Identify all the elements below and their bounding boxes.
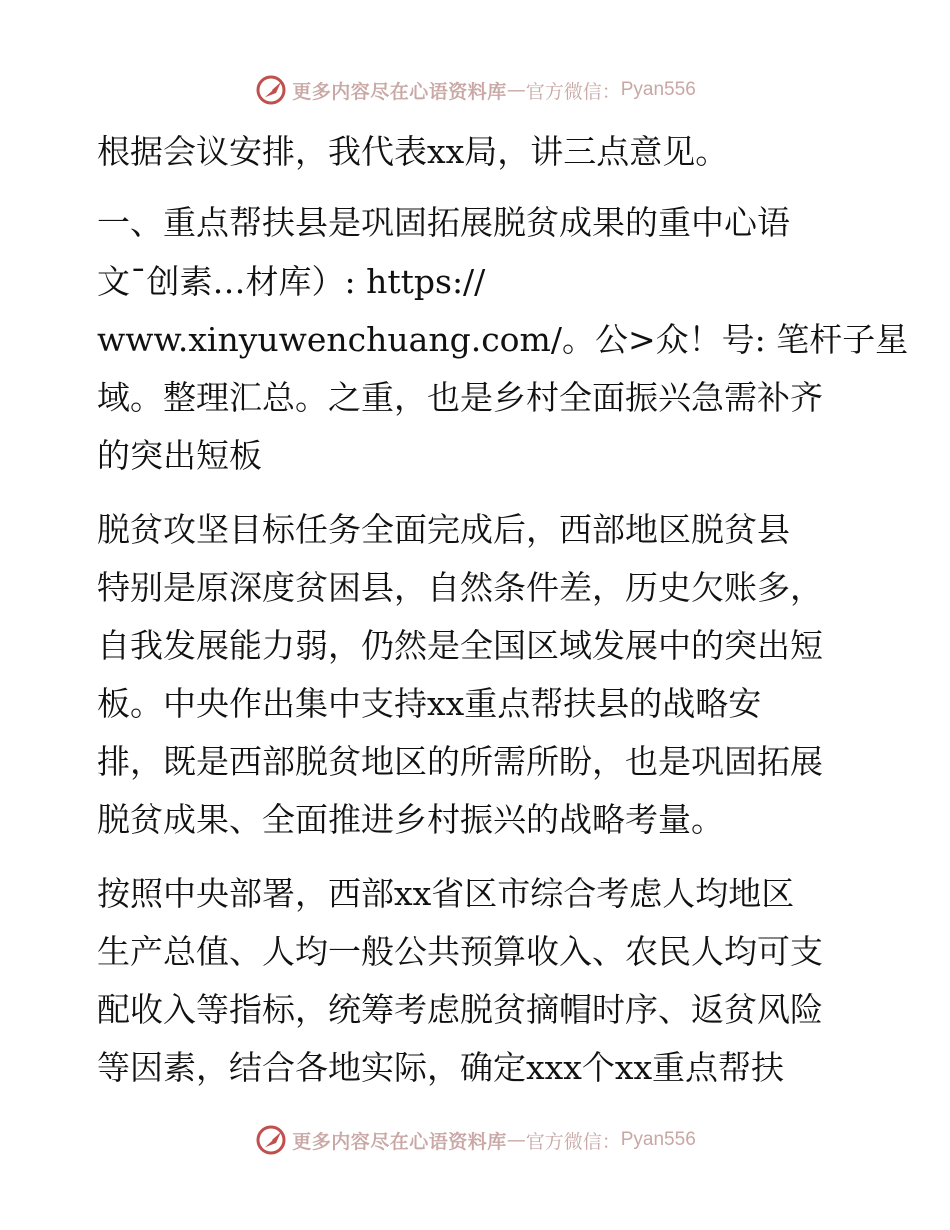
text-line: 域。整理汇总。之重，也是乡村全面振兴急需补齐 [97, 378, 823, 417]
banner-separator: — [506, 1129, 526, 1151]
footer-watermark-banner [0, 1120, 950, 1160]
text-line: 按照中央部署，西部xx省区市综合考虑人均地区 [97, 874, 795, 913]
feather-logo-icon [254, 1123, 288, 1157]
text-line: www.xinyuwenchuang.com/。公>众！号: 笔杆子星 [97, 320, 909, 359]
text-line: 根据会议安排，我代表xx局，讲三点意见。 [97, 132, 729, 171]
header-watermark-banner [0, 70, 950, 110]
text-line: 特别是原深度贫困县，自然条件差，历史欠账多， [97, 568, 823, 607]
banner-text: 更多内容尽在心语资料库 [292, 1130, 507, 1153]
banner-wechat-id: Pyan556 [620, 1129, 696, 1150]
text-line: 文¯创素…材库）: https:// [97, 262, 486, 301]
banner-wechat-id: Pyan556 [620, 79, 696, 100]
text-line: 脱贫成果、全面推进乡村振兴的战略考量。 [97, 800, 724, 839]
banner-wechat-label: 官方微信： [525, 1130, 621, 1153]
banner-text: 更多内容尽在心语资料库 [292, 80, 507, 103]
text-line: 配收入等指标，统筹考虑脱贫摘帽时序、返贫风险 [97, 990, 823, 1029]
text-line: 生产总值、人均一般公共预算收入、农民人均可支 [97, 932, 823, 971]
text-line: 板。中央作出集中支持xx重点帮扶县的战略安 [97, 684, 762, 723]
text-line: 脱贫攻坚目标任务全面完成后，西部地区脱贫县 [97, 510, 790, 549]
text-line: 等因素，结合各地实际，确定xxx个xx重点帮扶 [97, 1048, 785, 1087]
text-line: 自我发展能力弱，仍然是全国区域发展中的突出短 [97, 626, 823, 665]
text-line: 一、重点帮扶县是巩固拓展脱贫成果的重中心语 [97, 203, 790, 242]
feather-logo-icon [254, 73, 288, 107]
banner-separator: — [506, 79, 526, 101]
banner-wechat-label: 官方微信： [525, 80, 621, 103]
text-line: 排，既是西部脱贫地区的所需所盼，也是巩固拓展 [97, 742, 823, 781]
text-line: 的突出短板 [97, 436, 262, 475]
